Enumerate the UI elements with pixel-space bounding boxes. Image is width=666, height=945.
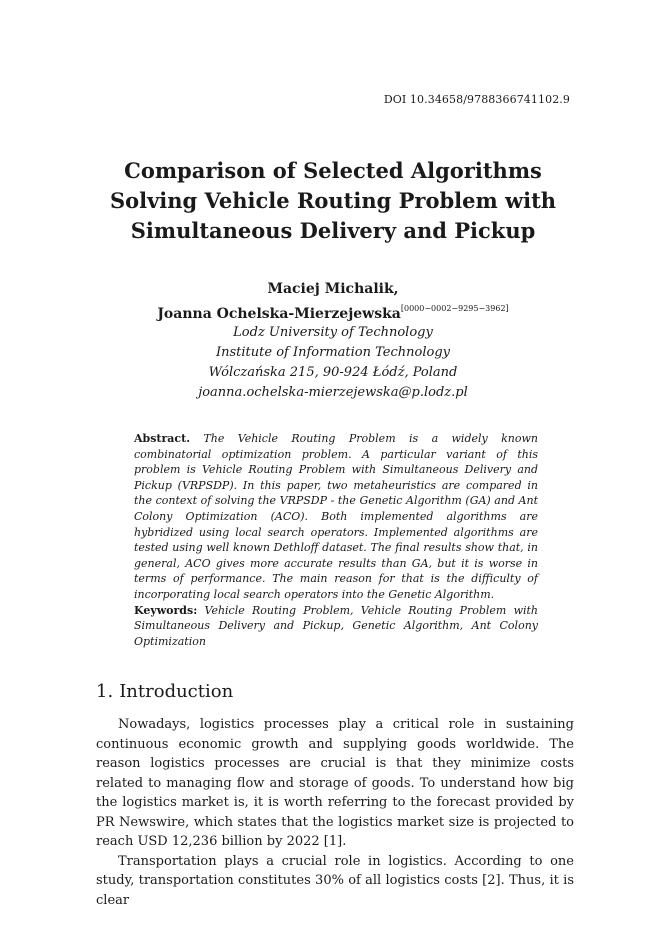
- author-entry: [0, 299, 666, 324]
- paper-title: [0, 156, 666, 246]
- keywords-text: Vehicle Routing Problem, Vehicle Routing Problem with Simultaneous Delivery and Pickup, Genetic Algorithm, Ant Colony Optimization: [134, 603, 539, 648]
- abstract-paragraph: [134, 431, 538, 603]
- section-number: 1.: [96, 681, 114, 702]
- affiliation-block: [0, 323, 666, 403]
- author-list: [0, 279, 666, 324]
- university-name: Lodz University of Technology: [233, 325, 433, 340]
- orcid-id: [0000−0002−9295−3962]: [400, 304, 509, 313]
- body-text: [96, 715, 574, 910]
- section-title: Introduction: [119, 681, 234, 702]
- institute-name: Institute of Information Technology: [216, 345, 450, 360]
- doi-label: DOI 10.34658/9788366741102.9: [383, 93, 570, 106]
- paragraph: Transportation plays a crucial role in logistics. According to one study, transportation constitutes 30% of all logistics costs [2]. Thus, it is clear: [96, 853, 574, 908]
- abstract-label: Abstract.: [134, 432, 191, 445]
- email-link[interactable]: joanna.ochelska-mierzejewska@p.lodz.pl: [198, 385, 468, 400]
- author-name: Maciej Michalik,: [267, 281, 399, 297]
- title-line: Simultaneous Delivery and Pickup: [130, 218, 536, 243]
- section-heading: [96, 681, 233, 702]
- address: Wólczańska 215, 90-924 Łódź, Poland: [208, 365, 458, 380]
- abstract-text: The Vehicle Routing Problem is a widely known combinatorial optimization problem. A particular variant of this problem is Vehicle Routing Problem with Simultaneous Delivery and Pickup (VRPSDP). In this paper, two metaheuristics are compared in the context of solving the VRPSDP - the Genetic Algorithm (GA) and Ant Colony Optimization (ACO). Both implemented algorithms are hybridized using local search operators. Implemented algorithms are tested using well known Dethloff dataset. The final results show that, in general, ACO gives more accurate results than GA, but it is worse in terms of performance. The main reason for that is the difficulty of incorporating local search operators into the Genetic Algorithm.: [134, 432, 539, 601]
- author-name: Joanna Ochelska-Mierzejewska: [157, 306, 401, 322]
- paragraph: Nowadays, logistics processes play a critical role in sustaining continuous economic growth and supplying goods worldwide. The reason logistics processes are crucial is that they minimize costs related to managing flow and storage of goods. To understand how big the logistics market is, it is worth referring to the forecast provided by PR Newswire, which states that the logistics market size is projected to reach USD 12,236 billion by 2022 [1].: [96, 717, 574, 849]
- abstract-block: [134, 431, 538, 649]
- keywords-paragraph: [134, 603, 538, 650]
- title-line: Solving Vehicle Routing Problem with: [109, 188, 557, 213]
- title-line: Comparison of Selected Algorithms: [124, 158, 542, 183]
- keywords-label: Keywords:: [134, 603, 198, 617]
